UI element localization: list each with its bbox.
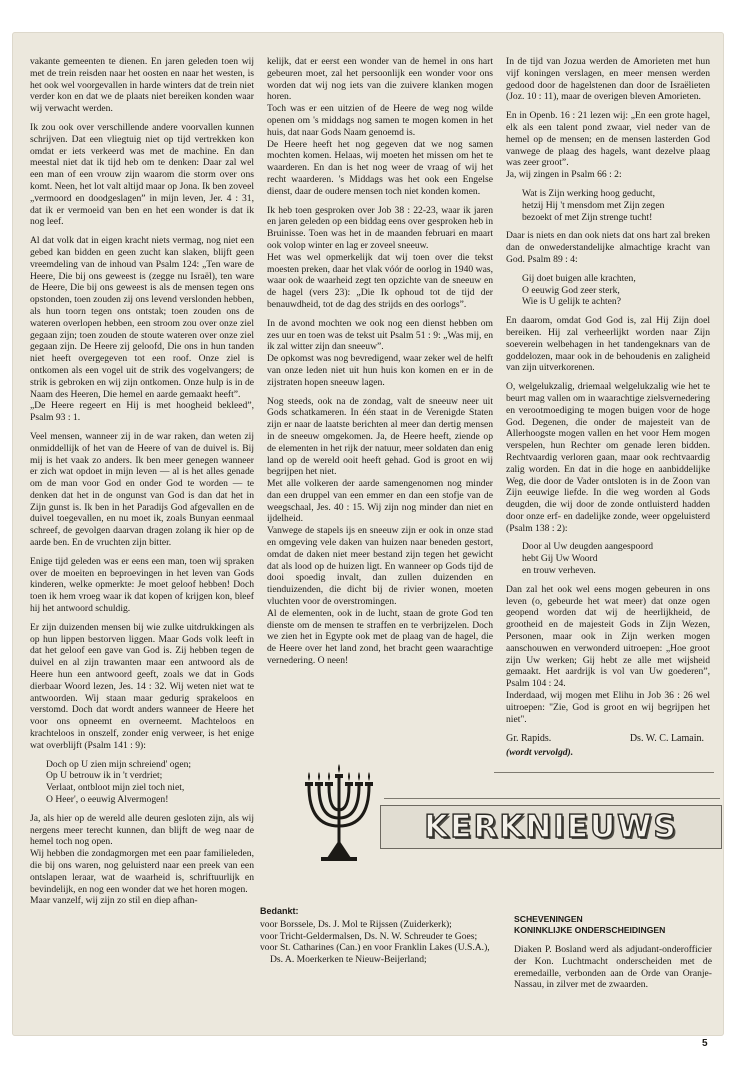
bedankt-section bbox=[260, 906, 492, 966]
sign-location: Gr. Rapids. bbox=[506, 733, 552, 745]
poem-line: hetzij Hij 't mensdom met Zijn zegen bbox=[522, 199, 665, 211]
poem-line: Verlaat, ontbloot mijn ziel toch niet, bbox=[46, 782, 185, 794]
psalm-quote bbox=[522, 273, 710, 308]
poem-line: Op U betrouw ik in 't verdriet; bbox=[46, 770, 163, 782]
poem-line: hebt Gij Uw Woord bbox=[522, 553, 598, 565]
paragraph: Inderdaad, wij mogen met Elihu in Job 36 : 26 wel uitroepen: "Zie, God is groot en wij begrijpen het niet". bbox=[506, 690, 710, 725]
paragraph: In de avond mochten we ook nog een dienst hebben om zes uur en toen was de tekst uit Psalm 51 : 9: „Was mij, en ik zal witter zijn dan sneeuw”. bbox=[267, 317, 493, 353]
poem-line: Wie is U gelijk te achten? bbox=[522, 296, 621, 308]
page-number: 5 bbox=[702, 1038, 708, 1049]
paragraph: vakante gemeenten te dienen. En jaren geleden toen wij met de trein reisden naar het oosten en naar het westen, is het ook wel voorgevallen in harde winters dat de trein niet verder kon en dat we de plaats niet bereiken konden waar wij verwacht werden. bbox=[30, 56, 254, 115]
paragraph: Toch was er een uitzien of de Heere de weg nog wilde openen om 's middags nog samen te mogen komen in het huis, dat naar Gods Naam genoemd is. bbox=[267, 103, 493, 138]
paragraph: Al de elementen, ook in de lucht, staan de grote God ten dienste om de mensen te straffen en te verbrijzelen. Doch we zien het in Egypte ook met de plaag van de hagel, die de Heere over het land zond, het bracht geen waarachtige vernedering. O neen! bbox=[267, 607, 493, 667]
psalm-quote bbox=[522, 188, 710, 223]
poem-line: Doch op U zien mijn schreiend' ogen; bbox=[46, 758, 192, 770]
paragraph: Wij hebben die zondagmorgen met een paar familieleden, die bij ons waren, nog geluisterd naar een preek van een ontslapen leraar, wat de waarheid is, schriftuurlijk en bevindelijk, en nog een wonder dat we het horen mogen. bbox=[30, 848, 254, 895]
signature-line bbox=[506, 733, 704, 745]
list-item: voor St. Catharines (Can.) en voor Franklin Lakes (U.S.A.), Ds. A. Moerkerken te Nieuw-Beijerland; bbox=[260, 942, 490, 966]
paragraph: O, welgelukzalig, driemaal welgelukzalig wie het te beurt mag vallen om in waarachtige zielsvernedering en verootmoediging te mogen buigen voor de hoge God. Degenen, die onder de majesteit van de Allerhoogste mogen vallen en het voor Hem mogen verspelen, hun Rechter om genade leren bidden. Rechtvaardig verloren gaan, maar ook rechtvaardig zalig worden. En dat in die hoge en aanbiddelijke Weg, die door de Vader ontsloten is in de Zoon van Zijn eeuwige liefde. In die weg worden al Gods deugden, die wij door de zonde ontluisterd hadden door onze erf- en dadelijke zonde, weer opgeluisterd (Psalm 138 : 2): bbox=[506, 381, 710, 534]
poem-line: Wat is Zijn werking hoog geducht, bbox=[522, 187, 655, 199]
paragraph: Vanwege de stapels ijs en sneeuw zijn er ook in onze stad en omgeving vele daken van huizen naar beneden gestort, omdat de daken niet meer bestand zijn tegen het gewicht dat als lood op de huizen ligt. En wanneer op Gods tijd de dooi spoedig invalt, dan zullen duizenden en tienduizenden, die dicht bij de rivier wonen, moeten vluchten voor de overstromingen. bbox=[267, 525, 493, 608]
psalm-quote bbox=[522, 541, 710, 576]
poem-line: O eeuwig God zeer sterk, bbox=[522, 284, 620, 296]
continued-note: (wordt vervolgd). bbox=[506, 747, 574, 759]
column-1 bbox=[30, 56, 254, 907]
paragraph: Nog steeds, ook na de zondag, valt de sneeuw neer uit Gods schatkameren. In één staat in de Verenigde Staten zijn er naar de laatste berichten al meer dan dertig mensen in de sneeuw omgekomen. Ja, de Heere heeft, ziende op de elementen in het rijk der natuur, meer soldaten dan enig land op de wereld ooit heeft gehad. God is groot en wij begrijpen het niet. bbox=[267, 395, 493, 478]
section-heading: SCHEVENINGEN bbox=[514, 914, 583, 924]
kerknieuws-banner bbox=[380, 805, 722, 849]
list-item: voor Tricht-Geldermalsen, Ds. N. W. Schreuder te Goes; bbox=[260, 930, 478, 942]
banner-title: KERKNIEUWS bbox=[424, 809, 678, 845]
paragraph: Al dat volk dat in eigen kracht niets vermag, nog niet een gebed kan bidden en geen zucht kan slaken, blijft geen vreemdeling van de inhoud van Psalm 124: „Ten ware de Heere, Die bij ons geweest is (zegge nu Israël), ten ware de Heere, Die bij ons geweest is als de mensen tegen ons opstonden, toen zouden zij ons levend verslonden hebben, als hun toorn tegen ons ontstak; toen zouden ons de wateren overlopen hebben, een stroom zou over onze ziel gegaan zijn; toen zouden de stoute wateren over onze ziel gegaan zijn. De Heere zij geloofd, Die ons in hun tanden niet heeft overgegeven tot een roof. Onze ziel is ontkomen als een vogel uit de strik des vogelvangers; de strik is gebroken en wij zijn ontkomen. Onze hulp is in de Naam des Heeren, Die hemel en aarde gemaakt heeft”. bbox=[30, 235, 254, 400]
newspaper-page bbox=[12, 32, 724, 1049]
paragraph: In de tijd van Jozua werden de Amorieten met hun vijf koningen verslagen, en meer mensen werden gedood door de hagelstenen dan door de Israëlieten (Joz. 10 : 11), maar de overigen bleven Amorieten. bbox=[506, 56, 710, 103]
paragraph: kelijk, dat er eerst een wonder van de hemel in ons hart gebeuren moet, zal het persoonlijk een wonder voor ons worden dat wij nog iets van die zuivere klanken mogen horen. bbox=[267, 56, 493, 103]
paragraph: Enige tijd geleden was er eens een man, toen wij spraken over de moeiten en beproevingen in het leven van Gods kinderen, welke opmerkte: Je moet geloof hebben! Doch toen ik hem vroeg waar ik dat kopen of krijgen kon, bleef hij het antwoord schuldig. bbox=[30, 555, 254, 615]
paragraph: Dan zal het ook wel eens mogen gebeuren in ons leven (o, gebeurde het wat meer) dat onze ogen geopend worden dat wij de heerlijkheid, de grootheid en de majesteit Gods in Zijn Wezen, Personen, maar ook in Zijn werken mogen aanschouwen en verwonderd uitroepen: „Hoe groot zijn Uw werken; Gij hebt ze alle met wijsheid gemaakt. Het aardrijk is vol van Uw goederen”, Psalm 104 : 24. bbox=[506, 583, 710, 690]
scheveningen-section bbox=[514, 914, 712, 991]
paragraph: Er zijn duizenden mensen bij wie zulke uitdrukkingen als op hun lippen bestorven liggen. Maar Gods volk leeft in dat het geloof een gave van God is. Zij hebben tegen de duivel en al zijn trawanten maar een antwoord als de Heere hun een antwoord geeft, zoals we dat in Gods dierbaar Woord lezen, Jes. 14 : 32. Wij weten niet wat te antwoorden. Wij staan maar gedurig sprakeloos en verstomd. Doch dat wordt anders wanneer de Heere het voor ons opneemt en overneemt. Machteloos en krachteloos in onszelf, zonder enig verweer, is het enige wat overblijft (Psalm 141 : 9): bbox=[30, 621, 254, 751]
divider bbox=[494, 772, 714, 773]
section-subheading: KONINKLIJKE ONDERSCHEIDINGEN bbox=[514, 925, 666, 935]
paragraph: De opkomst was nog bevredigend, waar zeker wel de helft van onze leden niet uit hun huis kon komen en er in de zijstraten hopen sneeuw lagen. bbox=[267, 353, 493, 388]
divider bbox=[384, 798, 720, 799]
poem-line: en trouw verheven. bbox=[522, 565, 596, 577]
menorah-icon bbox=[299, 764, 379, 862]
paragraph: En daarom, omdat God God is, zal Hij Zijn doel bereiken. Hij zal verheerlijkt worden naar Zijn soeverein welbehagen in het tandengeknars van de goddelozen, maar ook in de behoudenis en zaligheid van zijn uitverkorenen. bbox=[506, 315, 710, 374]
poem-line: bezoekt of met Zijn strenge tucht! bbox=[522, 211, 653, 223]
paragraph: Veel mensen, wanneer zij in de war raken, dan weten zij onmiddellijk of het van de Heere of van de duivel is. Bij mij is het vaak zo anders. Ik ben meer genegen wanneer er zich wat opdoet in mijn leven — al is het alles genade om de man voor God en onder God te worden — te denken dat het in de ongunst van God is dan dat het in Zijn gunst is. Ik ben in het Paradijs God afgevallen en de duivel toegevallen, en nu moet ik, zoals Bunyan eenmaal schreef, de gevolgen daarvan dragen zolang ik hier op de aarde ben. En de vruchten zijn bitter. bbox=[30, 430, 254, 549]
paragraph: En in Openb. 16 : 21 lezen wij: „En een grote hagel, elk als een talent pond zwaar, viel neder van de hemel op de mensen; en de mensen lasterden God vanwege de plaag des hagels, want dezelve plaag was zeer groot”. bbox=[506, 110, 710, 169]
paragraph: Ja, wij zingen in Psalm 66 : 2: bbox=[506, 169, 622, 181]
list-item: voor Borssele, Ds. J. Mol te Rijssen (Zuiderkerk); bbox=[260, 918, 452, 930]
paragraph: Daar is niets en dan ook niets dat ons hart zal breken dan de onwederstandelijke almachtige kracht van God. Psalm 89 : 4: bbox=[506, 230, 710, 265]
section-heading: Bedankt: bbox=[260, 906, 299, 916]
poem-line: O Heer', o eeuwig Alvermogen! bbox=[46, 794, 169, 806]
column-3 bbox=[506, 56, 710, 759]
paragraph: Ja, als hier op de wereld alle deuren gesloten zijn, als wij nergens meer terecht kunnen, dan blijft de weg naar de hemel toch nog open. bbox=[30, 812, 254, 848]
column-2 bbox=[267, 56, 493, 674]
paragraph: Het was wel opmerkelijk dat wij toen over die tekst moesten preken, daar het vlak vóór de oorlog in 1940 was, waar ook de waarheid zegt ten opzichte van de sneeuw en de hagel (vers 23): „Die Ik ophoud tot de tijd der benauwdheid, tot de dag des strijds en des oorlogs”. bbox=[267, 251, 493, 310]
paragraph: Met alle volkeren der aarde samengenomen nog minder dan een druppel van een emmer en dan een stofje van de weegschaal, Jes. 40 : 15. Wij zijn nog minder dan niet en ijdelheid. bbox=[267, 478, 493, 525]
poem-line: Door al Uw deugden aangespoord bbox=[522, 541, 654, 553]
paragraph: Diaken P. Bosland werd als adjudant-onderofficier der Kon. Luchtmacht onderscheiden met de eremedaille, verbonden aan de Orde van Oranje-Nassau, in zilver met de zwaarden. bbox=[514, 944, 712, 991]
paragraph: De Heere heeft het nog gegeven dat we nog samen mochten komen. Helaas, wij moeten het missen om het te waarderen. En dan is het nog weer de vraag of wij het recht waarderen. 's Middags was het ook een Engelse dienst, daar de oudere mensen toch niet konden komen. bbox=[267, 138, 493, 197]
paragraph: „De Heere regeert en Hij is met hoogheid bekleed”, Psalm 93 : 1. bbox=[30, 400, 254, 424]
paragraph: Maar vanzelf, wij zijn zo stil en diep afhan- bbox=[30, 895, 198, 907]
paragraph: Ik heb toen gesproken over Job 38 : 22-23, waar ik jaren en jaren geleden op een biddag eens over gesproken heb in Bruinisse. Toen was het in de maanden februari en maart ook volop winter en lag er zoveel sneeuw. bbox=[267, 204, 493, 251]
poem-line: Gij doet buigen alle krachten, bbox=[522, 272, 636, 284]
paragraph: Ik zou ook over verschillende andere voorvallen kunnen schrijven. Dat een vliegtuig niet op tijd vertrekken kon omdat er iets verkeerd was met de machine. En dan meestal niet dat ik tijd heb om te denken: Daar zal wel een man of een vrouw zijn waarom die storm over ons komt. Neen, het lot valt altijd maar op Jona. Ik ben zoveel „vermoord en doodgeslagen” in mijn leven, Jer. 4 : 31, dat ik er vermoeid van ben en het een wonder is dat ik nog leef. bbox=[30, 121, 254, 228]
sign-author: Ds. W. C. Lamain. bbox=[629, 733, 704, 745]
psalm-quote bbox=[46, 759, 254, 806]
